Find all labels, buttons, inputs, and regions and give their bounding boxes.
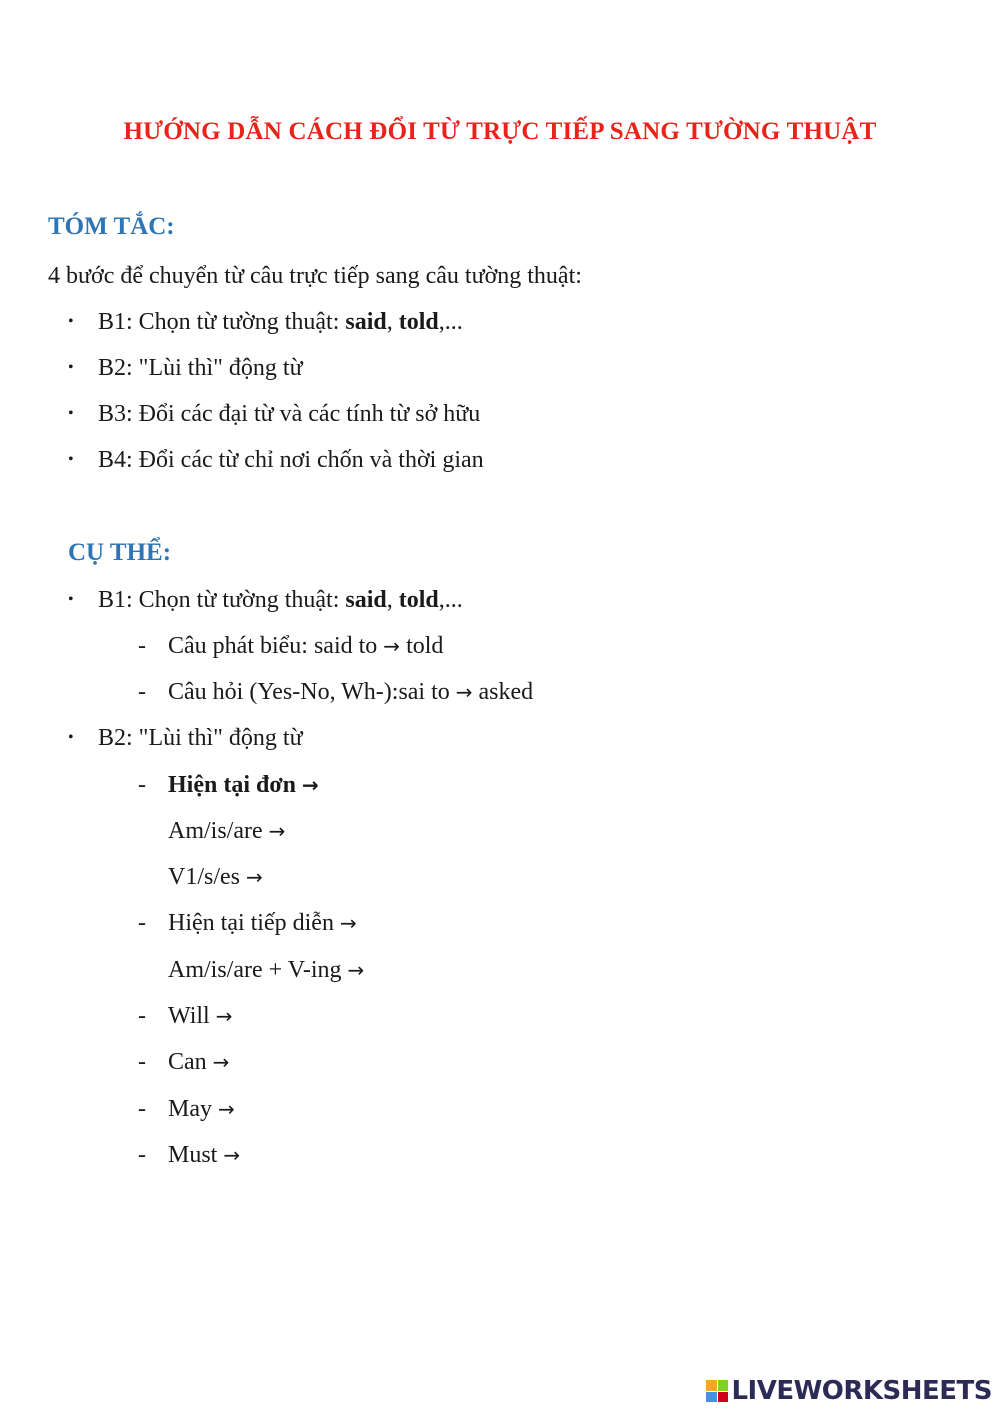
- must-text: Must: [168, 1142, 224, 1168]
- question-result: asked: [472, 679, 534, 705]
- must-rule: [138, 1140, 241, 1170]
- logo-mark-icon: [706, 1380, 728, 1402]
- dash-marker: -: [138, 1096, 146, 1122]
- liveworksheets-logo: [706, 1377, 992, 1405]
- logo-square: [718, 1380, 729, 1391]
- details-heading: CỤ THỂ:: [68, 539, 172, 566]
- word-said: said: [345, 309, 387, 335]
- question-text: Câu hỏi (Yes-No, Wh-):sai to: [168, 679, 456, 705]
- arrow-right-icon: →: [301, 773, 319, 797]
- arrow-right-icon: →: [215, 1004, 233, 1028]
- statement-result: told: [400, 633, 444, 659]
- present-simple-rule: [138, 770, 319, 800]
- arrow-right-icon: →: [223, 1143, 241, 1167]
- v1-text: V1/s/es: [168, 864, 246, 890]
- arrow-right-icon: →: [268, 819, 286, 843]
- can-rule: [138, 1047, 230, 1077]
- ellipsis: ,...: [438, 309, 463, 335]
- arrow-right-icon: →: [383, 634, 401, 658]
- separator: ,: [386, 587, 399, 613]
- may-rule: [138, 1094, 235, 1124]
- am-is-are-rule: [168, 816, 285, 846]
- summary-step-4: • B4: Đổi các từ chỉ nơi chốn và thời gian: [98, 445, 484, 475]
- summary-step-3: • B3: Đổi các đại từ và các tính từ sở hữu: [98, 399, 480, 429]
- word-told: told: [398, 587, 439, 613]
- document-title: HƯỚNG DẪN CÁCH ĐỔI TỪ TRỰC TIẾP SANG TƯỜNG THUẬT: [123, 118, 877, 145]
- dash-marker: -: [138, 1049, 146, 1075]
- word-said: said: [345, 587, 387, 613]
- summary-step-1: [98, 307, 463, 337]
- question-rule: [138, 677, 534, 707]
- dash-marker: -: [138, 633, 146, 659]
- step-1-prefix: B1: Chọn từ tường thuật:: [98, 309, 346, 335]
- logo-square: [706, 1380, 717, 1391]
- statement-text: Câu phát biểu: said to: [168, 633, 384, 659]
- dash-marker: -: [138, 1003, 146, 1029]
- arrow-right-icon: →: [339, 911, 357, 935]
- am-is-are-ving-rule: [168, 955, 364, 985]
- ellipsis: ,...: [438, 587, 463, 613]
- separator: ,: [386, 309, 399, 335]
- details-step-1: [98, 585, 463, 615]
- arrow-right-icon: →: [246, 865, 263, 889]
- details-step-2: • B2: "Lùi thì" động từ: [98, 723, 303, 753]
- dash-marker: -: [138, 1142, 146, 1168]
- arrow-right-icon: →: [218, 1097, 235, 1121]
- will-rule: [138, 1001, 233, 1031]
- arrow-right-icon: →: [347, 958, 365, 982]
- dash-marker: -: [138, 910, 146, 936]
- arrow-right-icon: →: [455, 680, 473, 704]
- am-is-are-text: Am/is/are: [168, 818, 269, 844]
- present-continuous-rule: [138, 908, 357, 938]
- dash-marker: -: [138, 679, 146, 705]
- present-continuous-label: Hiện tại tiếp diễn: [168, 910, 340, 936]
- may-text: May: [168, 1096, 218, 1122]
- logo-square: [718, 1392, 729, 1403]
- summary-step-2: • B2: "Lùi thì" động từ: [98, 353, 303, 383]
- am-is-are-ving-text: Am/is/are + V-ing: [168, 957, 348, 983]
- statement-rule: [138, 631, 444, 661]
- logo-text: LIVEWORKSHEETS: [731, 1376, 992, 1406]
- summary-heading: TÓM TẮC:: [48, 213, 175, 240]
- dash-marker: -: [138, 772, 146, 798]
- can-text: Can: [168, 1049, 213, 1075]
- step-1-prefix: B1: Chọn từ tường thuật:: [98, 587, 346, 613]
- logo-square: [706, 1392, 717, 1403]
- present-simple-label: Hiện tại đơn: [168, 772, 302, 798]
- will-text: Will: [168, 1003, 216, 1029]
- summary-intro: 4 bước để chuyển từ câu trực tiếp sang câu tường thuật:: [48, 263, 582, 289]
- word-told: told: [398, 309, 439, 335]
- v1-rule: [168, 862, 263, 892]
- arrow-right-icon: →: [212, 1050, 230, 1074]
